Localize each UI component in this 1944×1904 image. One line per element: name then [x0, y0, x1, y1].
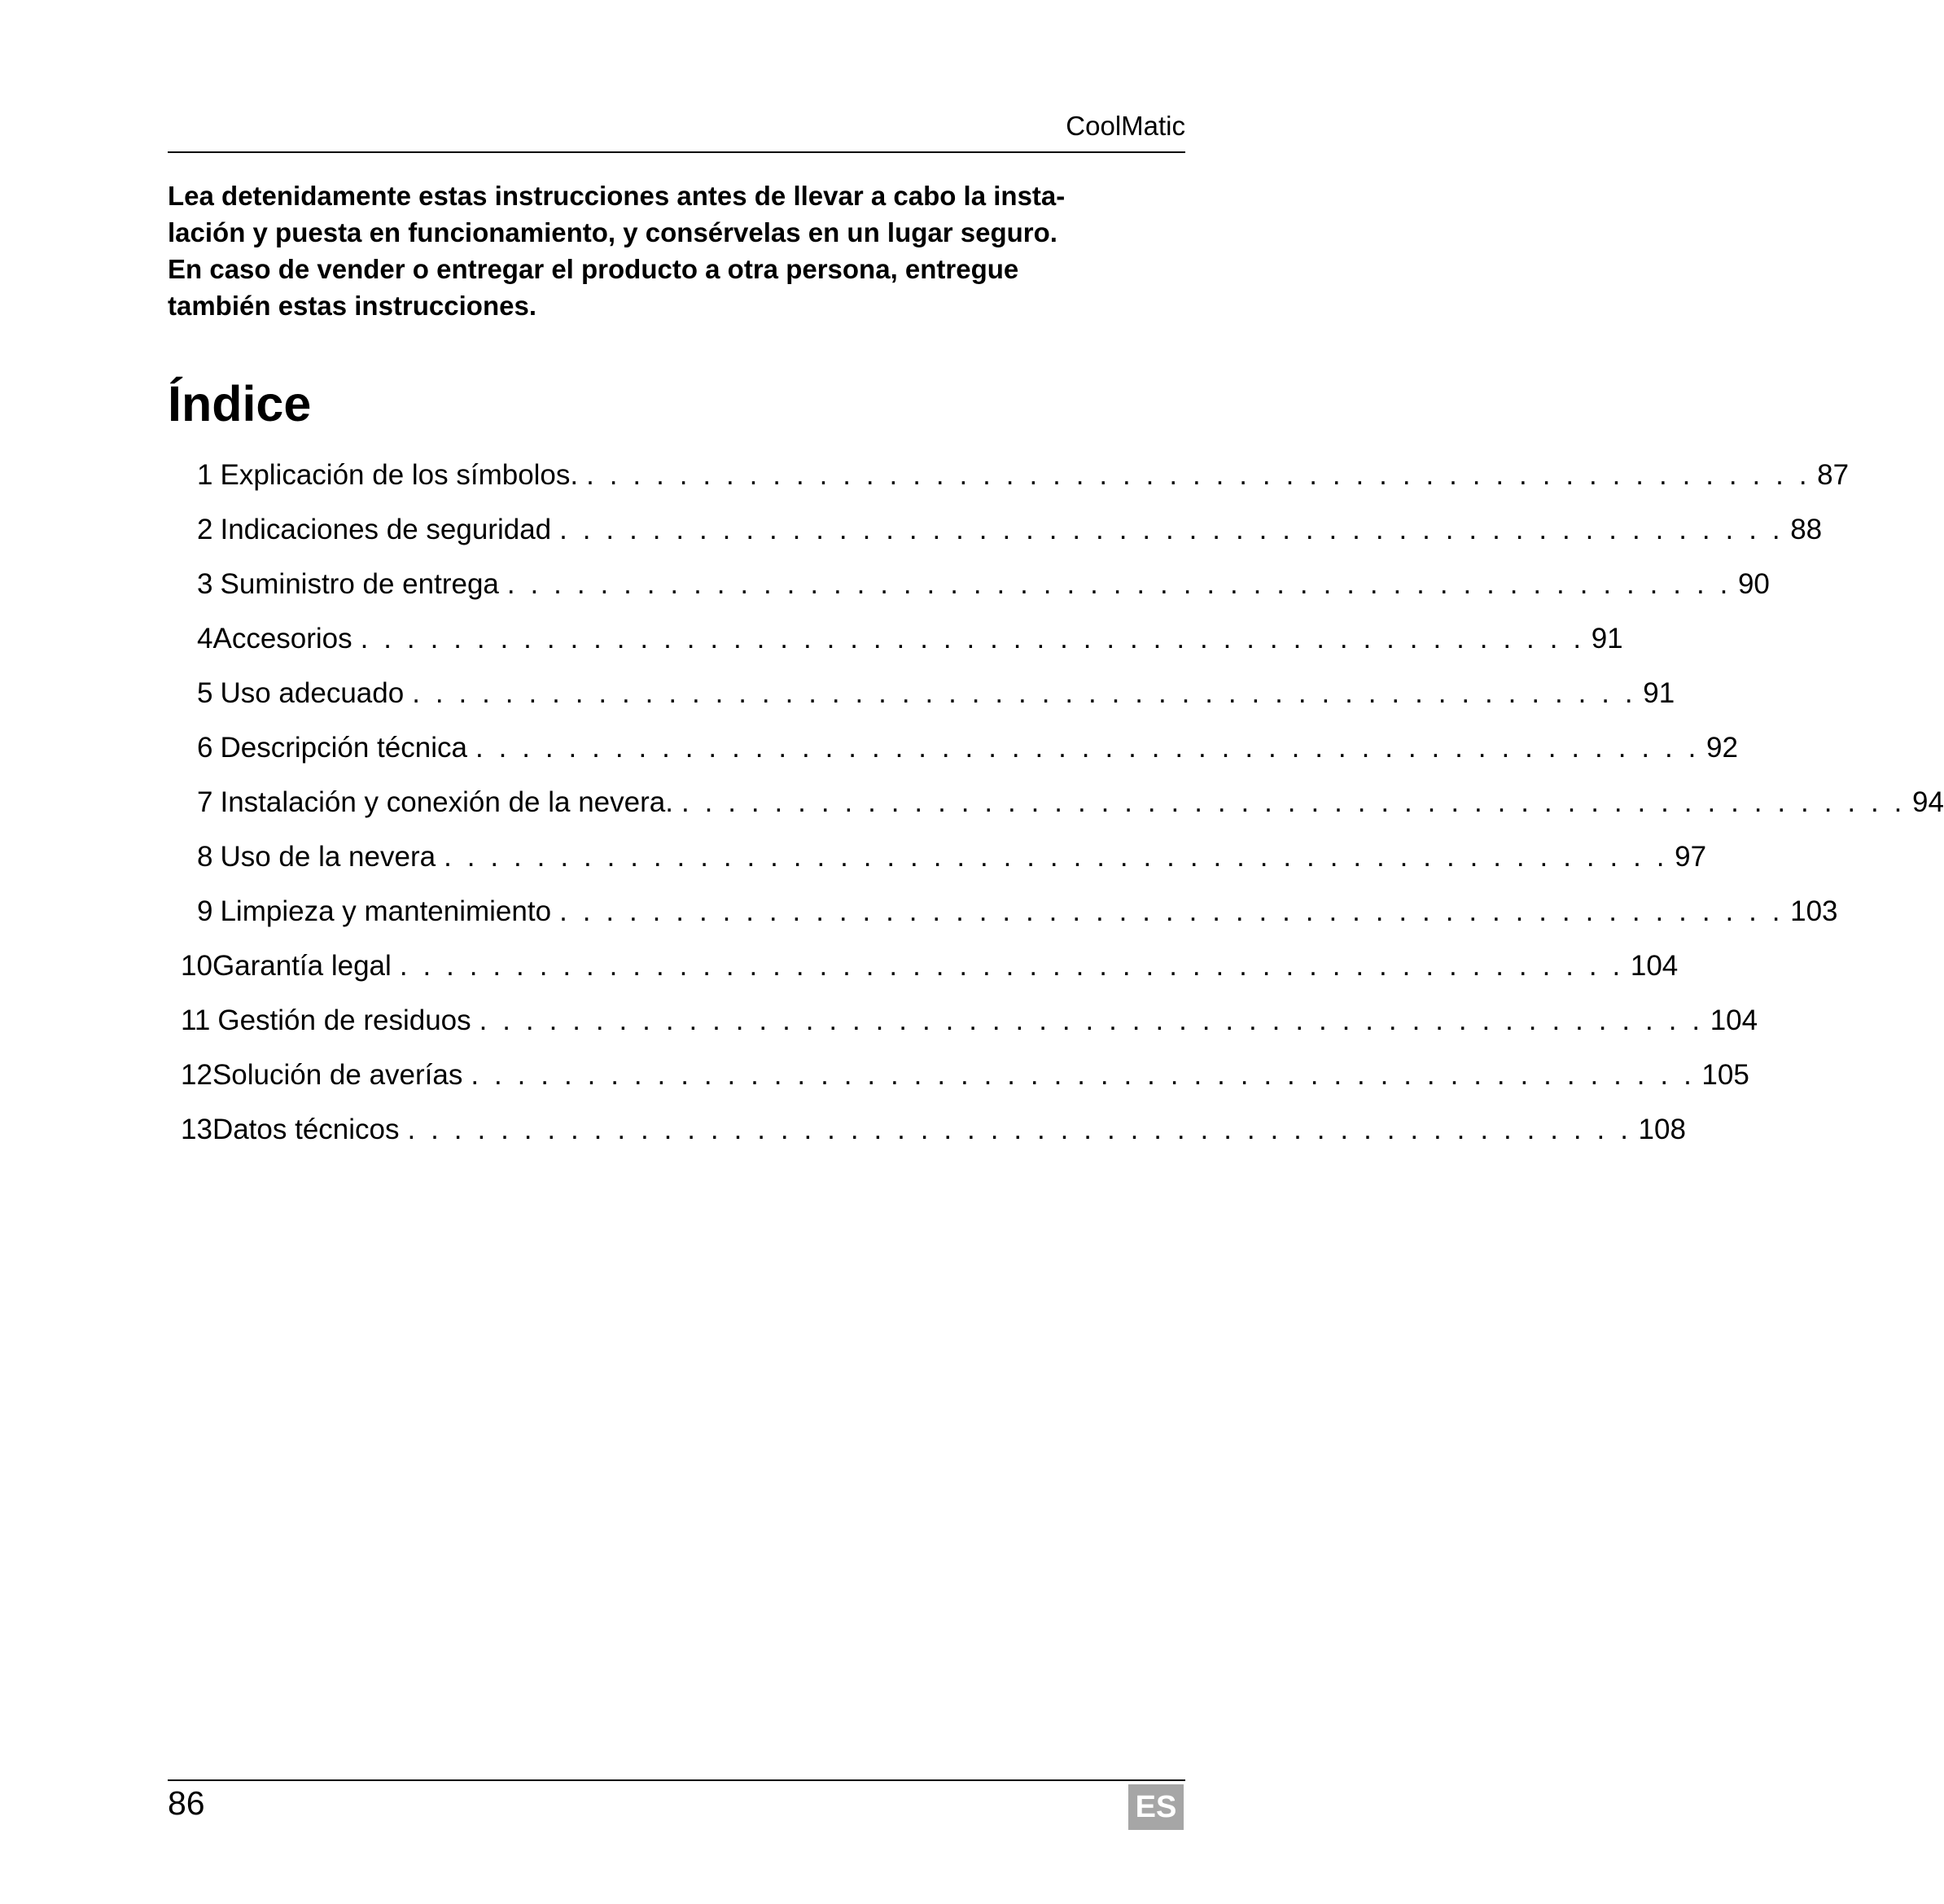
toc-entry[interactable] — [168, 784, 1944, 838]
toc-leader-dots: . . . . . . . . . . . . . . . . . . . . . . . . . . . . . . . . . . . . . . . . . . . . . . . . . . . . . — [407, 1114, 1632, 1145]
toc-entry-page: 97 — [1675, 841, 1707, 873]
toc-entry-number: 12 — [181, 1059, 212, 1091]
toc-entry[interactable] — [168, 1057, 1749, 1111]
toc-entry-page: 91 — [1591, 623, 1623, 654]
toc-entry-title: Suministro de entrega — [220, 568, 499, 600]
toc-leader-dots: . . . . . . . . . . . . . . . . . . . . . . . . . . . . . . . . . . . . . . . . . . . . . . . . . . . . . — [471, 1059, 1696, 1091]
toc-entry-title: Solución de averías — [212, 1059, 463, 1091]
language-badge: ES — [1128, 1784, 1184, 1830]
toc-entry-title: Datos técnicos — [212, 1114, 400, 1145]
toc-entry-page: 91 — [1643, 677, 1675, 709]
toc-leader-dots: . . . . . . . . . . . . . . . . . . . . . . . . . . . . . . . . . . . . . . . . . . . . . . . . . . . . . — [681, 786, 1906, 818]
toc-entry[interactable] — [168, 948, 1679, 1002]
footer-divider — [168, 1779, 1185, 1781]
toc-entry[interactable] — [168, 457, 1850, 511]
toc-entry-number: 3 — [197, 568, 213, 600]
toc-entry[interactable] — [168, 1111, 1686, 1166]
intro-line: Lea detenidamente estas instrucciones antes de llevar a cabo la insta- — [168, 181, 1066, 211]
toc-entry-number: 13 — [181, 1114, 212, 1145]
toc-entry-page: 105 — [1701, 1059, 1749, 1091]
toc-entry-page: 94 — [1911, 786, 1944, 818]
toc-leader-dots: . . . . . . . . . . . . . . . . . . . . . . . . . . . . . . . . . . . . . . . . . . . . . . . . . . . . . — [586, 459, 1811, 491]
toc-entry-page: 103 — [1790, 895, 1838, 927]
toc-entry-number: 11 — [181, 1005, 211, 1036]
toc-entry-number: 8 — [197, 841, 213, 873]
toc-entry-title: Uso de la nevera — [220, 841, 436, 873]
toc-entry-page: 108 — [1638, 1114, 1686, 1145]
toc-entry-title: Descripción técnica — [220, 732, 467, 764]
toc-leader-dots: . . . . . . . . . . . . . . . . . . . . . . . . . . . . . . . . . . . . . . . . . . . . . . . . . . . . . — [444, 841, 1669, 873]
toc-entry-title: Limpieza y mantenimiento — [220, 895, 552, 927]
toc-entry-number: 7 — [197, 786, 213, 818]
table-of-contents — [168, 457, 1944, 1166]
toc-heading: Índice — [168, 376, 312, 431]
toc-leader-dots: . . . . . . . . . . . . . . . . . . . . . . . . . . . . . . . . . . . . . . . . . . . . . . . . . . . . . — [479, 1005, 1704, 1036]
toc-leader-dots: . . . . . . . . . . . . . . . . . . . . . . . . . . . . . . . . . . . . . . . . . . . . . . . . . . . . . — [412, 677, 1637, 709]
intro-paragraph — [168, 177, 1185, 324]
toc-entry-page: 92 — [1705, 732, 1738, 764]
toc-entry-number: 10 — [181, 950, 212, 982]
toc-entry-title: Garantía legal — [212, 950, 392, 982]
page-number: 86 — [168, 1784, 205, 1822]
toc-entry[interactable] — [168, 893, 1838, 948]
toc-entry-title: Instalación y conexión de la nevera. — [220, 786, 673, 818]
toc-leader-dots: . . . . . . . . . . . . . . . . . . . . . . . . . . . . . . . . . . . . . . . . . . . . . . . . . . . . . — [399, 950, 1624, 982]
toc-leader-dots: . . . . . . . . . . . . . . . . . . . . . . . . . . . . . . . . . . . . . . . . . . . . . . . . . . . . . — [506, 568, 1732, 600]
toc-entry-title: Gestión de residuos — [217, 1005, 471, 1036]
intro-line: En caso de vender o entregar el producto a otra persona, entregue — [168, 254, 1019, 284]
toc-entry[interactable] — [168, 838, 1707, 893]
header-divider — [168, 151, 1185, 153]
toc-leader-dots: . . . . . . . . . . . . . . . . . . . . . . . . . . . . . . . . . . . . . . . . . . . . . . . . . . . . . — [559, 514, 1784, 545]
toc-leader-dots: . . . . . . . . . . . . . . . . . . . . . . . . . . . . . . . . . . . . . . . . . . . . . . . . . . . . . — [559, 895, 1784, 927]
toc-entry[interactable] — [168, 1002, 1758, 1057]
toc-entry[interactable] — [168, 566, 1770, 620]
toc-leader-dots: . . . . . . . . . . . . . . . . . . . . . . . . . . . . . . . . . . . . . . . . . . . . . . . . . . . . . — [360, 623, 1585, 654]
toc-entry-page: 104 — [1710, 1005, 1758, 1036]
intro-line: lación y puesta en funcionamiento, y consérvelas en un lugar seguro. — [168, 217, 1057, 247]
toc-leader-dots: . . . . . . . . . . . . . . . . . . . . . . . . . . . . . . . . . . . . . . . . . . . . . . . . . . . . . — [475, 732, 1700, 764]
toc-entry-title: Accesorios — [212, 623, 352, 654]
intro-line: también estas instrucciones. — [168, 291, 536, 321]
toc-entry[interactable] — [168, 511, 1823, 566]
toc-entry[interactable] — [168, 620, 1623, 675]
toc-entry-number: 4 — [197, 623, 213, 654]
toc-entry-number: 6 — [197, 732, 213, 764]
toc-entry-number: 1 — [197, 459, 213, 491]
toc-entry-page: 88 — [1790, 514, 1823, 545]
toc-entry-title: Explicación de los símbolos. — [220, 459, 579, 491]
toc-entry-page: 87 — [1817, 459, 1850, 491]
running-head-title: CoolMatic — [1066, 111, 1185, 141]
toc-entry-number: 5 — [197, 677, 213, 709]
toc-entry-page: 90 — [1737, 568, 1770, 600]
toc-entry-page: 104 — [1630, 950, 1679, 982]
toc-entry-number: 9 — [197, 895, 213, 927]
toc-entry[interactable] — [168, 675, 1675, 729]
toc-entry-title: Uso adecuado — [220, 677, 405, 709]
toc-entry-number: 2 — [197, 514, 213, 545]
toc-entry-title: Indicaciones de seguridad — [220, 514, 552, 545]
toc-entry[interactable] — [168, 729, 1738, 784]
